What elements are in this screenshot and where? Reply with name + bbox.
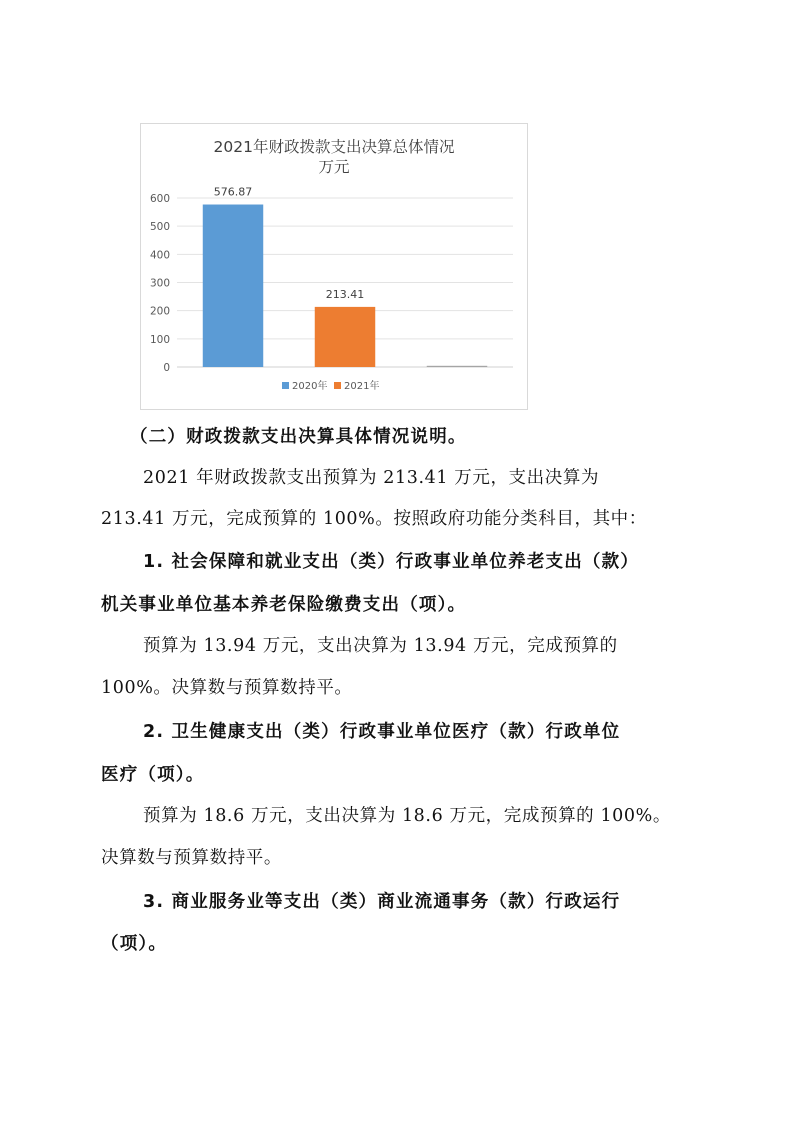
y-tick-label: 200 — [149, 305, 170, 318]
y-tick-label: 300 — [149, 277, 170, 290]
item-3-heading-line-1: 3. 商业服务业等支出（类）商业流通事务（款）行政运行 — [143, 892, 621, 912]
item-2-heading-line-1: 2. 卫生健康支出（类）行政事业单位医疗（款）行政单位 — [143, 722, 621, 742]
chart-subtitle: 万元 — [318, 158, 350, 176]
y-tick-label: 500 — [149, 221, 170, 234]
legend-label: 2020年 — [292, 381, 328, 392]
item-2-body-line-1: 预算为 18.6 万元，支出决算为 18.6 万元，完成预算的 100%。 — [143, 806, 671, 826]
intro-line-2: 213.41 万元，完成预算的 100%。按照政府功能分类科目，其中： — [101, 509, 647, 529]
y-tick-label: 600 — [149, 193, 170, 205]
item-1-body-line-2: 100%。决算数与预算数持平。 — [101, 678, 353, 698]
item-1-heading-line-1: 1. 社会保障和就业支出（类）行政事业单位养老支出（款） — [143, 552, 640, 572]
intro-line-1: 2021 年财政拨款支出预算为 213.41 万元，支出决算为 — [143, 468, 600, 488]
item-1-heading-line-2: 机关事业单位基本养老保险缴费支出（项）。 — [101, 595, 467, 615]
chart-container — [140, 123, 528, 410]
legend-label: 2021年 — [344, 381, 380, 392]
y-tick-label: 0 — [163, 362, 170, 374]
item-2-body-line-2: 决算数与预算数持平。 — [101, 848, 282, 868]
data-label: 576.87 — [213, 185, 253, 199]
bar — [427, 366, 487, 367]
data-label: 213.41 — [325, 287, 365, 301]
y-tick-label: 400 — [149, 249, 170, 262]
bar — [315, 307, 375, 367]
bar-chart — [141, 124, 527, 409]
bar — [203, 205, 263, 367]
legend-swatch — [334, 382, 341, 389]
y-tick-label: 100 — [149, 333, 170, 346]
chart-title: 2021年财政拨款支出决算总体情况 — [213, 138, 455, 156]
legend-swatch — [282, 382, 289, 389]
item-1-body-line-1: 预算为 13.94 万元，支出决算为 13.94 万元，完成预算的 — [143, 636, 618, 656]
item-2-heading-line-2: 医疗（项）。 — [101, 765, 205, 785]
section-heading: （二）财政拨款支出决算具体情况说明。 — [130, 427, 467, 447]
item-3-heading-line-2: （项）。 — [101, 934, 168, 954]
